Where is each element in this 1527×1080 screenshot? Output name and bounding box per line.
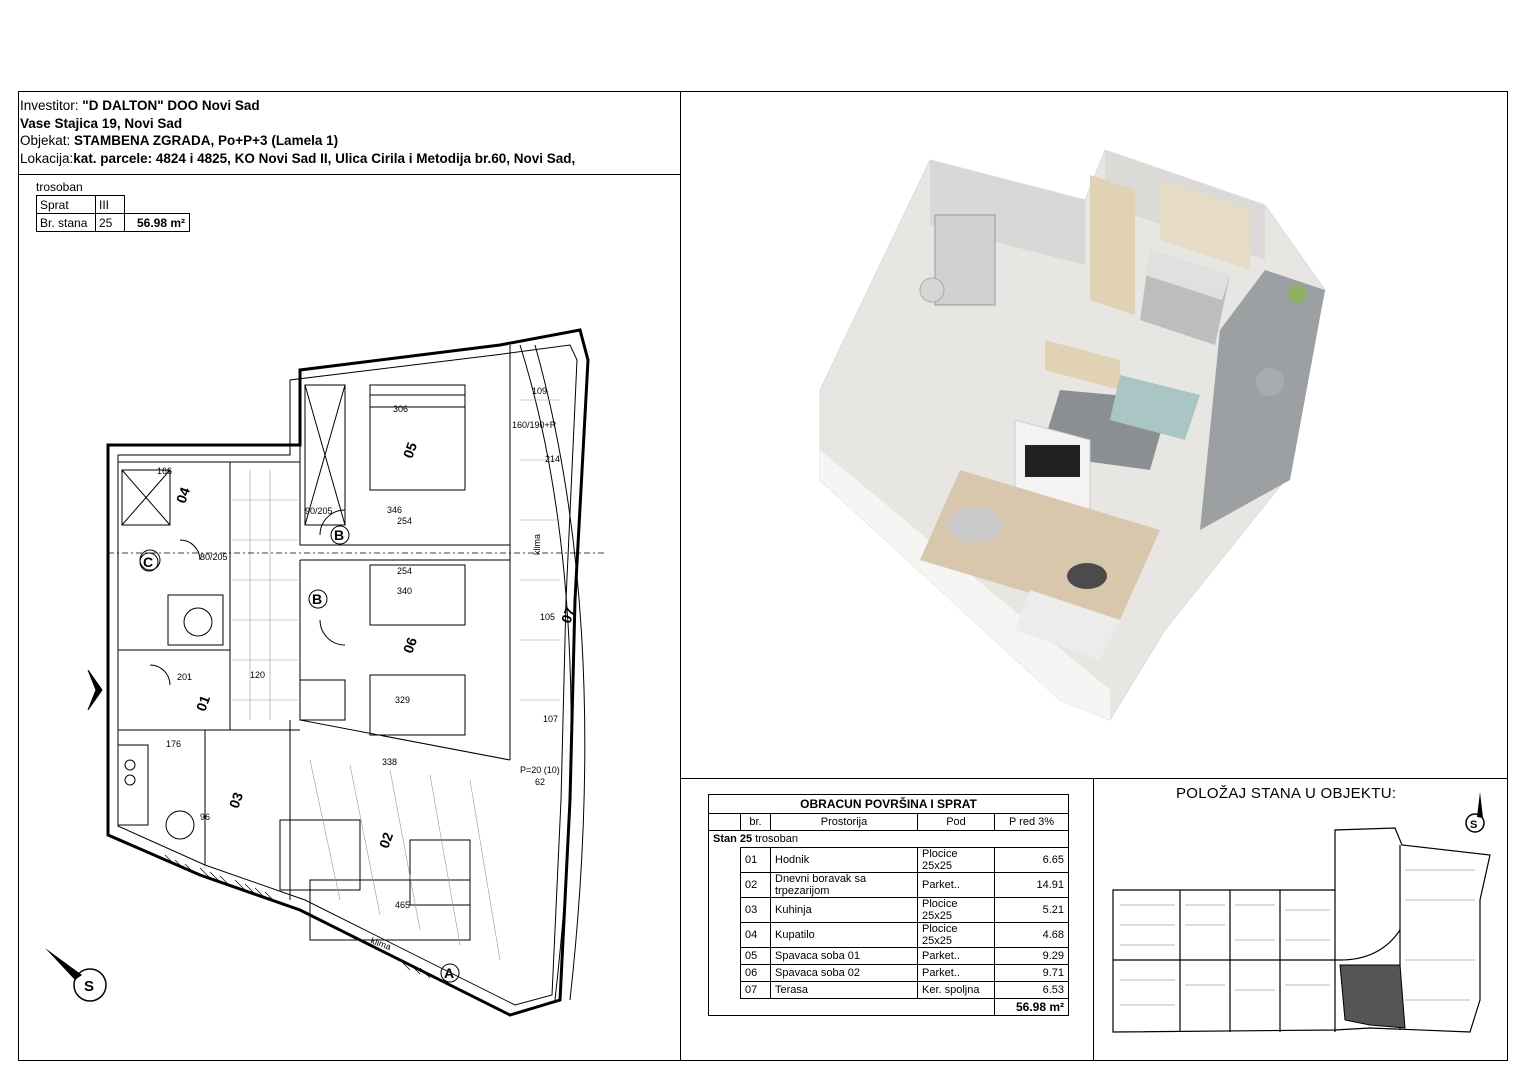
unit-type: trosoban [36,180,83,194]
area-row-room: Terasa [771,982,918,999]
area-row-no: 04 [741,923,771,948]
area-row [709,965,1069,982]
project-header [20,97,575,167]
location-value: kat. parcele: 4824 i 4825, KO Novi Sad II, Ulica Cirila i Metodija br.60, Novi Sad, [73,150,576,166]
floor-label: Sprat [37,196,96,214]
dim-176: 176 [166,739,182,749]
label-window-1: 160/190+R [512,420,557,430]
area-row-room: Hodnik [771,848,918,873]
label-door-1: 90/205 [305,506,333,516]
number-label: Br. stana [37,214,96,232]
room-label-c: C [143,554,154,570]
svg-text:S: S [84,978,95,995]
position-title: POLOŽAJ STANA U OBJEKTU: [1176,785,1397,802]
area-row-room: Kupatilo [771,923,918,948]
position-divider [1093,778,1094,1061]
col-floor: Pod [918,814,995,831]
area-row-room: Spavaca soba 01 [771,948,918,965]
dim-254a: 254 [397,516,413,526]
area-row-room: Dnevni boravak sa trpezarijom [771,873,918,898]
area-row-room: Kuhinja [771,898,918,923]
area-row-area: 4.68 [995,923,1069,948]
dim-340: 340 [397,586,413,596]
room-label-01: 01 [192,693,214,714]
room-label-05: 05 [399,440,421,461]
col-no: br. [741,814,771,831]
area-row [709,848,1069,873]
header-divider [18,174,681,175]
dim-62: 62 [535,777,546,787]
dim-329: 329 [395,695,411,705]
area-total: 56.98 m² [995,999,1069,1016]
area-row-no: 05 [741,948,771,965]
area-row-floor: Parket.. [918,948,995,965]
dim-120: 120 [250,670,266,680]
area-rows [709,848,1069,999]
room-label-06: 06 [399,635,421,656]
investor-value: "D DALTON" DOO Novi Sad [82,98,260,113]
dim-109: 109 [532,386,548,396]
object-value: STAMBENA ZGRADA, Po+P+3 (Lamela 1) [74,133,339,148]
label-door-2: 80/205 [200,552,228,562]
object-label: Objekat: [20,133,71,148]
area-row-floor: Parket.. [918,965,995,982]
area-table-title: OBRACUN POVRŠINA I SPRAT [709,795,1069,814]
investor-label: Investitor: [20,98,79,113]
number-value: 25 [96,214,125,232]
dim-465: 465 [395,900,411,910]
apartment-type: trosoban [755,833,799,845]
area-row-no: 03 [741,898,771,923]
label-klima-2: klima [369,935,393,953]
col-room: Prostorija [771,814,918,831]
room-label-04: 04 [172,485,194,506]
area-row-floor: Parket.. [918,873,995,898]
area-row [709,873,1069,898]
col-area: P red 3% [995,814,1069,831]
apartment-number: Stan 25 [713,833,753,845]
label-window-2: P=20 (10) [520,765,560,775]
dim-201: 201 [177,672,193,682]
svg-text:S: S [1470,819,1478,831]
area-row-area: 9.29 [995,948,1069,965]
dim-166: 166 [157,466,173,476]
area-row-floor: Plocice 25x25 [918,898,995,923]
area-row-floor: Ker. spoljna [918,982,995,999]
area-row-floor: Plocice 25x25 [918,923,995,948]
area-row-no: 02 [741,873,771,898]
location-label: Lokacija: [20,150,74,166]
room-label-02: 02 [375,830,397,851]
area-row-room: Spavaca soba 02 [771,965,918,982]
unit-info [36,180,190,232]
bottom-right-divider [680,778,1508,779]
investor-address: Vase Stajica 19, Novi Sad [20,115,183,131]
area-row-no: 06 [741,965,771,982]
room-label-03: 03 [225,790,247,811]
area-row-area: 5.21 [995,898,1069,923]
room-label-07: 07 [557,605,579,626]
dim-105: 105 [540,612,556,622]
floor-value: III [96,196,125,214]
dim-338: 338 [382,757,398,767]
unit-table [36,195,190,232]
axis-label-b2: B [312,591,323,607]
area-table [708,794,1069,1016]
dim-96: 96 [200,812,211,822]
area-row-no: 07 [741,982,771,999]
dim-346: 346 [387,505,403,515]
axis-label-a: A [444,965,455,981]
axis-label-b1: B [334,527,345,543]
area-row [709,982,1069,999]
dim-306: 306 [393,404,409,414]
dim-107: 107 [543,714,559,724]
divider-vertical [680,91,681,1061]
area-row-area: 9.71 [995,965,1069,982]
area-row-no: 01 [741,848,771,873]
area-row-area: 14.91 [995,873,1069,898]
area-row-area: 6.53 [995,982,1069,999]
unit-area: 56.98 m² [125,214,190,232]
dim-214: 214 [545,454,561,464]
area-row-floor: Plocice 25x25 [918,848,995,873]
area-row-area: 6.65 [995,848,1069,873]
area-row [709,898,1069,923]
label-klima-1: klima [532,533,542,555]
area-row [709,948,1069,965]
area-row [709,923,1069,948]
dim-254b: 254 [397,566,413,576]
